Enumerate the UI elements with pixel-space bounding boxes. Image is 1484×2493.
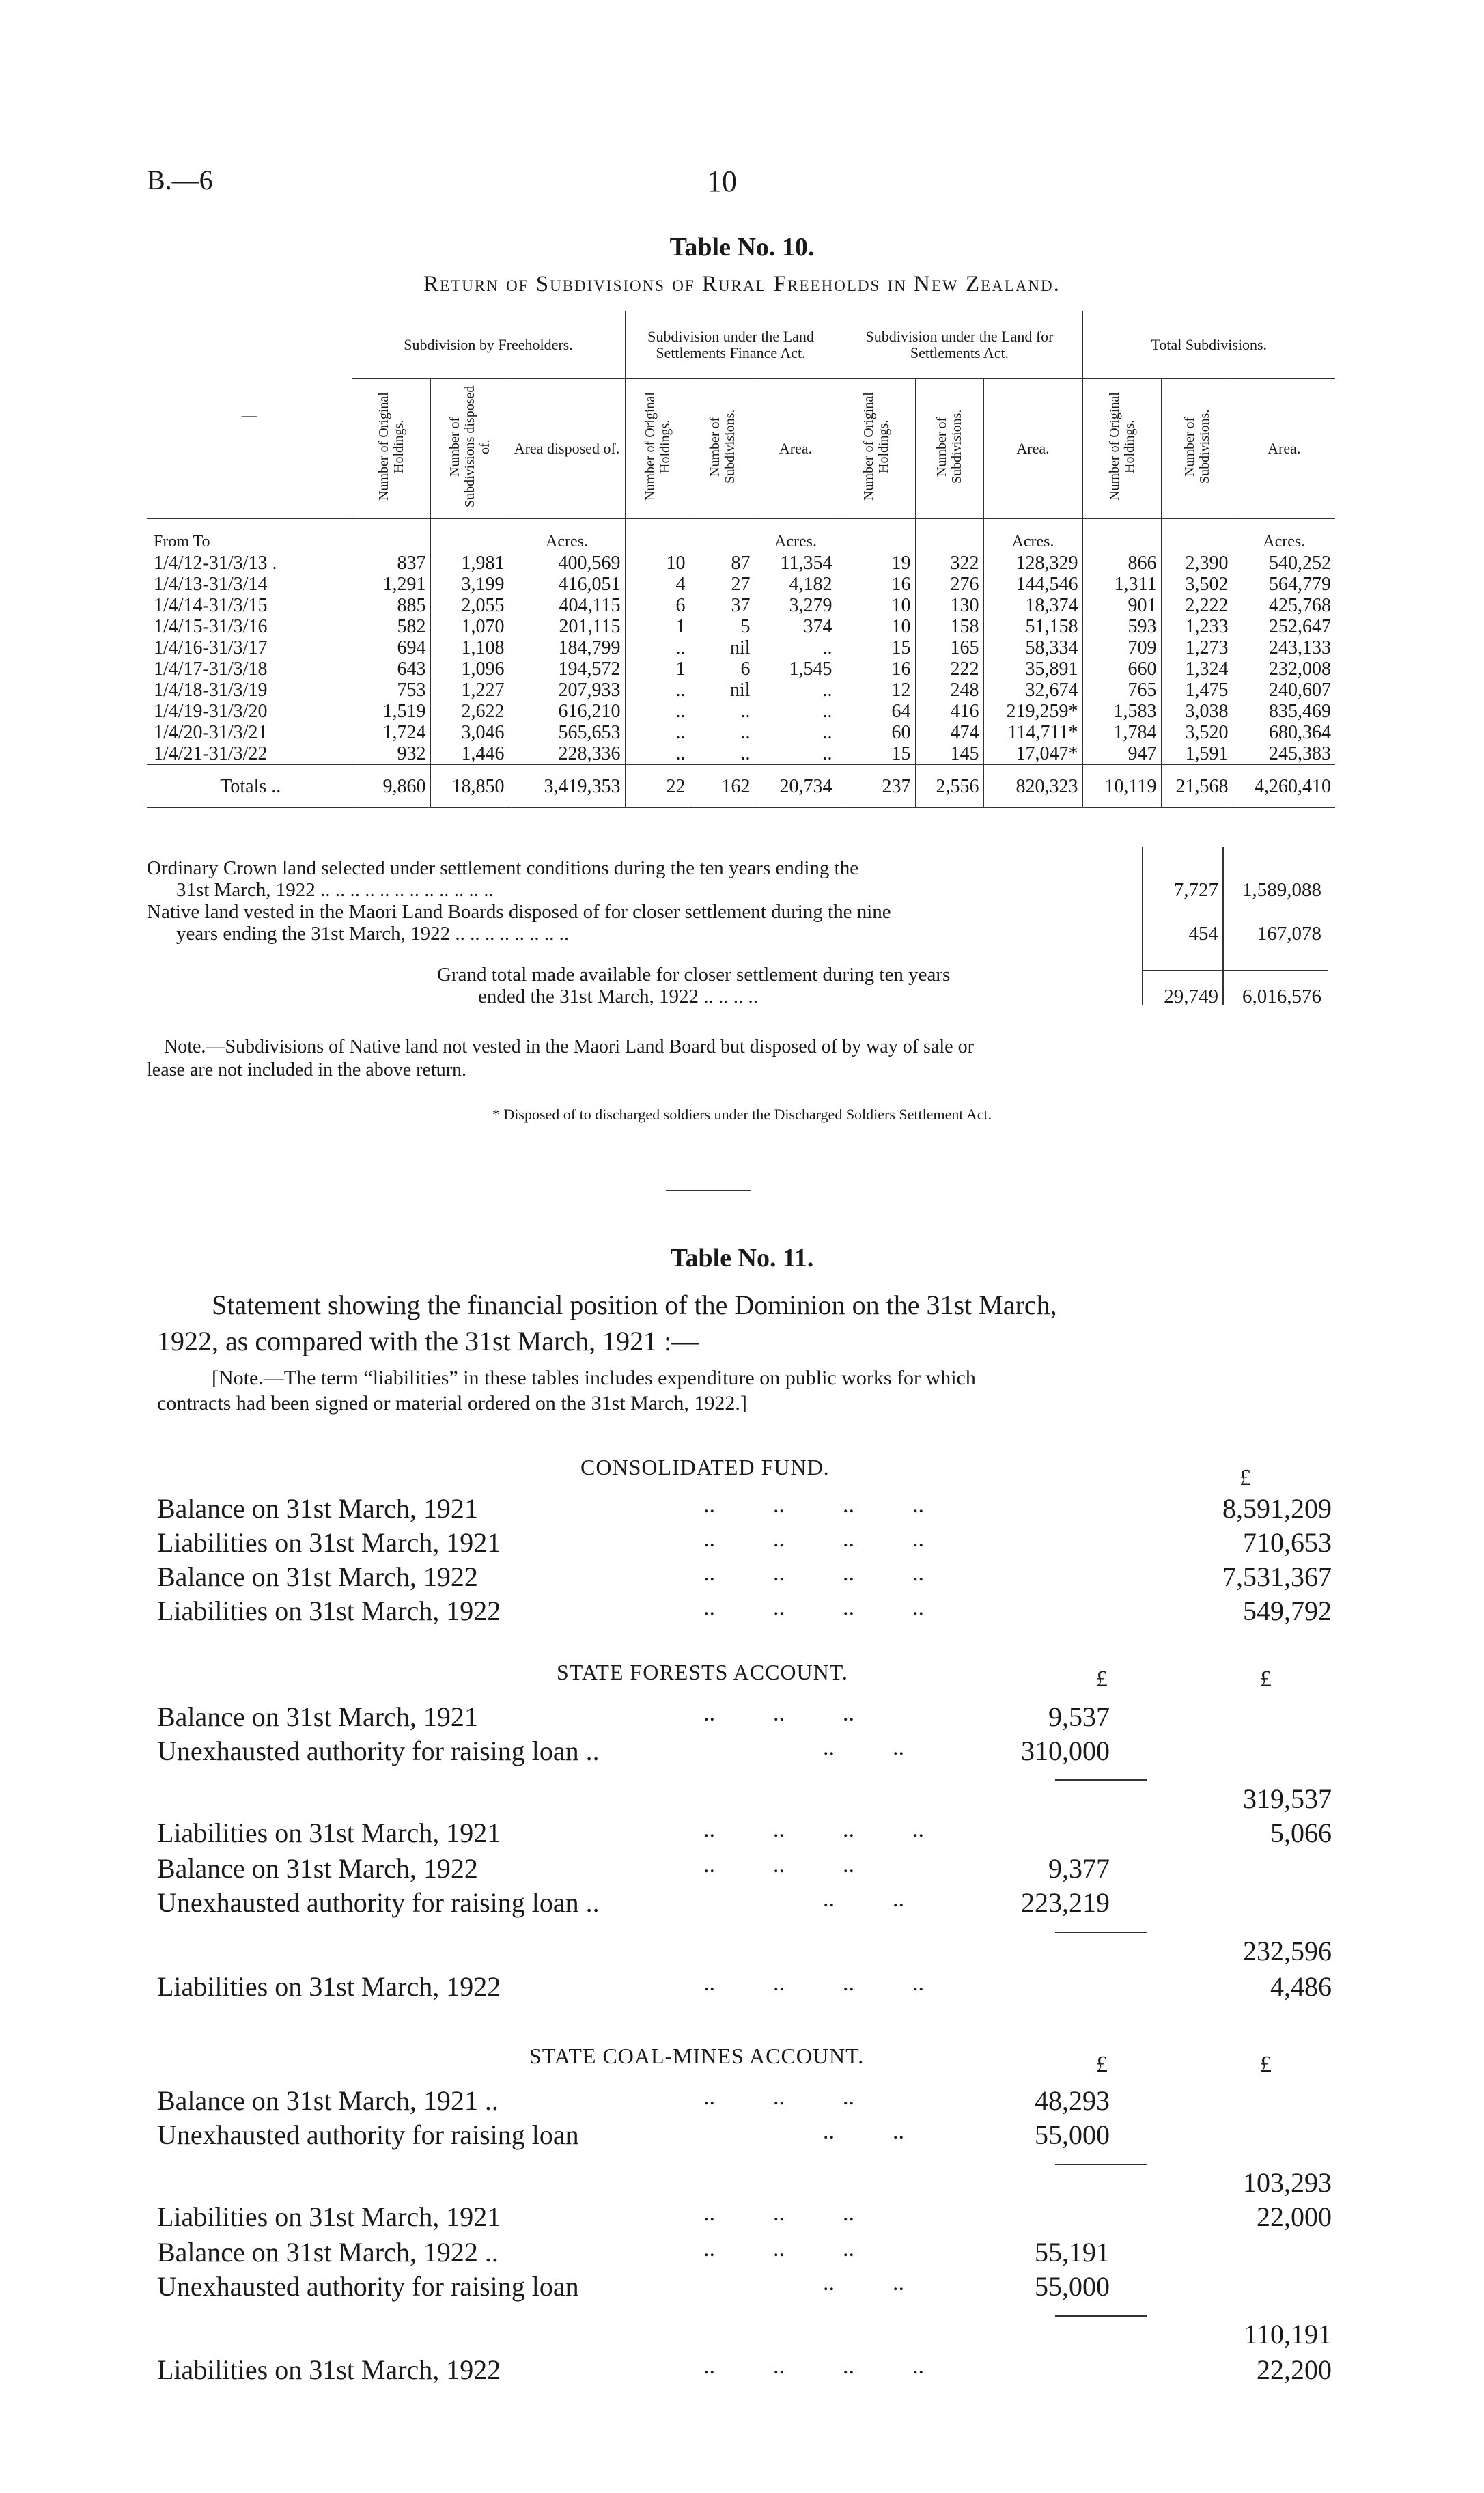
table-cell: 51,158 [983, 616, 1082, 637]
table-cell: 660 [1082, 658, 1161, 680]
table10-subtitle: Return of Subdivisions of Rural Freeholds in New Zealand. [423, 272, 1061, 296]
table-cell: 245,383 [1233, 743, 1335, 765]
forests-liabilities-1922: Liabilities on 31st March, 1922 .. .. .. .. 4,486 [157, 1970, 1332, 2002]
table-cell: .. [690, 743, 755, 765]
table-row [147, 722, 1335, 743]
table-cell: 19 [837, 553, 915, 574]
table-cell: 10 [837, 595, 915, 616]
table-cell: 4,182 [755, 574, 837, 595]
table-cell: 165 [915, 637, 983, 658]
table-cell: 1,324 [1161, 658, 1233, 680]
table-cell: 222 [915, 658, 983, 680]
table-cell: 1,227 [430, 680, 509, 701]
table-cell: 1 [625, 658, 690, 680]
table-cell: 1,583 [1082, 701, 1161, 722]
table-cell: 425,768 [1233, 595, 1335, 616]
column-header: Number of Subdivisions disposed of. [447, 385, 492, 508]
table-cell: .. [755, 743, 837, 765]
total-cell: 22 [625, 765, 690, 808]
table-cell: 4 [625, 574, 690, 595]
table-cell: 1,981 [430, 553, 509, 574]
period-cell: 1/4/21-31/3/22 [154, 743, 268, 764]
grand-total-line1: Grand total made available for closer settlement during ten years [437, 964, 951, 986]
state-forests-heading: STATE FORESTS ACCOUNT. [557, 1660, 848, 1684]
table-cell: .. [690, 722, 755, 743]
total-cell: 9,860 [352, 765, 430, 808]
column-header: Number of Original Holdings. [642, 392, 673, 501]
forests-liabilities-1921: Liabilities on 31st March, 1921 .. .. .. .. 5,066 [157, 1817, 1332, 1848]
table-cell: 37 [690, 595, 755, 616]
table-cell: .. [755, 680, 837, 701]
coal-balance-1922: Balance on 31st March, 1922 .. .. .. .. 55,191 [157, 2236, 1110, 2268]
corner-cell: — [147, 311, 352, 519]
column-header: Number of Original Holdings. [860, 392, 891, 501]
period-cell: 1/4/18-31/3/19 [154, 680, 268, 701]
coal-total-1921: 103,293 [1243, 2167, 1332, 2198]
table-cell: 1,519 [352, 701, 430, 722]
coal-loan-authority-1921: Unexhausted authority for raising loan .. .. 55,000 [157, 2119, 1110, 2150]
table-cell: 694 [352, 637, 430, 658]
table11-title: Table No. 11. [670, 1244, 814, 1272]
coal-liabilities-1922: Liabilities on 31st March, 1922 .. .. .. .. 22,200 [157, 2354, 1332, 2385]
consolidated-fund-row: Liabilities on 31st March, 1922 .. .. .. .. 549,792 [157, 1595, 1332, 1626]
table-cell: 3,038 [1161, 701, 1233, 722]
group-header: Subdivision under the Land Settlements Finance Act. [625, 311, 837, 379]
total-cell: 10,119 [1082, 765, 1161, 808]
table-cell: 158 [915, 616, 983, 637]
table-cell: 248 [915, 680, 983, 701]
column-header: Number of Subdivisions. [934, 409, 964, 484]
table-cell: 15 [837, 743, 915, 765]
table-cell: nil [690, 637, 755, 658]
column-header: Area. [1233, 379, 1335, 519]
table-cell: 64 [837, 701, 915, 722]
table-cell: 400,569 [509, 553, 625, 574]
table-cell: 416,051 [509, 574, 625, 595]
table-cell: 16 [837, 574, 915, 595]
table-cell: 219,259* [983, 701, 1082, 722]
table-cell: 564,779 [1233, 574, 1335, 595]
crown-land-line1: Ordinary Crown land selected under settlement conditions during the ten years ending the [147, 857, 859, 879]
forests-total-1922: 232,596 [1243, 1936, 1332, 1966]
table-cell: 35,891 [983, 658, 1082, 680]
period-cell: 1/4/19-31/3/20 [154, 701, 268, 722]
native-land-line1: Native land vested in the Maori Land Boards disposed of for closer settlement during the nine [147, 901, 891, 923]
table-cell: 87 [690, 553, 755, 574]
crown-land-line2: 31st March, 1922 .. .. .. .. .. .. .. .. .. .. .. .. [176, 879, 494, 901]
table-cell: 1,311 [1082, 574, 1161, 595]
forests-balance-1922: Balance on 31st March, 1922 .. .. .. 9,377 [157, 1852, 1110, 1884]
group-header: Subdivision by Freeholders. [352, 311, 625, 379]
coal-loan-authority-1922: Unexhausted authority for raising loan .. .. 55,000 [157, 2270, 1110, 2302]
column-header: Number of Subdivisions. [707, 409, 738, 484]
crown-land-subdivisions: 7,727 [1173, 879, 1218, 901]
table-cell: 276 [915, 574, 983, 595]
pound-sign: £ [1260, 1667, 1272, 1692]
table-cell: .. [625, 701, 690, 722]
table-cell: 27 [690, 574, 755, 595]
table10-title: Table No. 10. [669, 233, 815, 262]
table-cell: 1,096 [430, 658, 509, 680]
table-cell: 616,210 [509, 701, 625, 722]
table-cell: 540,252 [1233, 553, 1335, 574]
table-row [147, 701, 1335, 722]
table-cell: 765 [1082, 680, 1161, 701]
unit-label: Acres. [1233, 519, 1335, 553]
table-row [147, 595, 1335, 616]
table-cell: .. [625, 680, 690, 701]
table-cell: .. [755, 722, 837, 743]
column-header: Area. [755, 379, 837, 519]
table-cell: 228,336 [509, 743, 625, 765]
subdivisions-table [147, 311, 1335, 808]
table-cell: 3,046 [430, 722, 509, 743]
table-cell: .. [625, 722, 690, 743]
table-row [147, 680, 1335, 701]
total-cell: 820,323 [983, 765, 1082, 808]
table-cell: 885 [352, 595, 430, 616]
table-cell: 10 [837, 616, 915, 637]
table-cell: 565,653 [509, 722, 625, 743]
grand-total-line2: ended the 31st March, 1922 .. .. .. .. [478, 986, 758, 1007]
table-cell: 709 [1082, 637, 1161, 658]
table10-footnote: * Disposed of to discharged soldiers under the Discharged Soldiers Settlement Act. [492, 1106, 992, 1123]
total-cell: 3,419,353 [509, 765, 625, 808]
table-cell: 12 [837, 680, 915, 701]
table-cell: 837 [352, 553, 430, 574]
table-cell: 60 [837, 722, 915, 743]
table-cell: 322 [915, 553, 983, 574]
table-cell: 1,784 [1082, 722, 1161, 743]
table-cell: 3,520 [1161, 722, 1233, 743]
table-cell: 1,233 [1161, 616, 1233, 637]
table-cell: 252,647 [1233, 616, 1335, 637]
table-cell: 932 [352, 743, 430, 765]
table-cell: 1,475 [1161, 680, 1233, 701]
page-number: 10 [707, 165, 737, 198]
table-cell: .. [755, 637, 837, 658]
table-cell: 58,334 [983, 637, 1082, 658]
table-cell: 11,354 [755, 553, 837, 574]
table-cell: 1,724 [352, 722, 430, 743]
consolidated-fund-row: Balance on 31st March, 1921 .. .. .. .. 8,591,209 [157, 1492, 1332, 1524]
document-reference: B.—6 [147, 165, 213, 195]
period-cell: 1/4/13-31/3/14 [154, 574, 268, 595]
table-cell: .. [755, 701, 837, 722]
table-cell: 416 [915, 701, 983, 722]
table-cell: 1,291 [352, 574, 430, 595]
table-cell: 1,545 [755, 658, 837, 680]
table-row [147, 616, 1335, 637]
table-cell: 6 [625, 595, 690, 616]
table-cell: 1,446 [430, 743, 509, 765]
table-cell: 680,364 [1233, 722, 1335, 743]
table-row [147, 574, 1335, 595]
table-cell: 901 [1082, 595, 1161, 616]
table-cell: 1,108 [430, 637, 509, 658]
unit-label: Acres. [509, 519, 625, 553]
total-cell: 237 [837, 765, 915, 808]
grand-total-subdivisions: 29,749 [1164, 986, 1218, 1007]
table-cell: 6 [690, 658, 755, 680]
table-cell: 866 [1082, 553, 1161, 574]
table-cell: 145 [915, 743, 983, 765]
table-cell: 3,502 [1161, 574, 1233, 595]
native-land-subdivisions: 454 [1188, 923, 1218, 945]
section-divider [666, 1190, 751, 1191]
crown-land-area: 1,589,088 [1242, 879, 1321, 901]
table-cell: 1,591 [1161, 743, 1233, 765]
table-cell: 5 [690, 616, 755, 637]
unit-label: Acres. [983, 519, 1082, 553]
table-cell: 17,047* [983, 743, 1082, 765]
total-cell: 162 [690, 765, 755, 808]
table-cell: 184,799 [509, 637, 625, 658]
column-header: Area disposed of. [509, 379, 625, 519]
pound-sign: £ [1240, 1465, 1251, 1490]
table-cell: .. [625, 637, 690, 658]
table-cell: 16 [837, 658, 915, 680]
forests-total-1921: 319,537 [1243, 1783, 1332, 1814]
table-cell: 207,933 [509, 680, 625, 701]
pound-sign: £ [1096, 1667, 1108, 1692]
table11-intro-line2: 1922, as compared with the 31st March, 1921 :— [157, 1326, 699, 1356]
table-cell: 32,674 [983, 680, 1082, 701]
table-cell: 10 [625, 553, 690, 574]
period-cell: 1/4/14-31/3/15 [154, 595, 268, 616]
table-cell: 144,546 [983, 574, 1082, 595]
group-header: Subdivision under the Land for Settlements Act. [837, 311, 1082, 379]
table-cell: 18,374 [983, 595, 1082, 616]
grand-total-area: 6,016,576 [1242, 986, 1321, 1007]
table-cell: 593 [1082, 616, 1161, 637]
table11-note-line2: contracts had been signed or material ordered on the 31st March, 1922.] [157, 1392, 747, 1415]
coal-total-1922: 110,191 [1244, 2319, 1332, 2350]
table-cell: 1,273 [1161, 637, 1233, 658]
table-cell: 2,390 [1161, 553, 1233, 574]
forests-loan-authority-1922: Unexhausted authority for raising loan .. .. .. 223,219 [157, 1886, 1110, 1918]
table-cell: 201,115 [509, 616, 625, 637]
total-cell: 20,734 [755, 765, 837, 808]
table-cell: 582 [352, 616, 430, 637]
table-cell: 130 [915, 595, 983, 616]
forests-balance-1921: Balance on 31st March, 1921 .. .. .. 9,537 [157, 1701, 1110, 1732]
table-cell: 2,222 [1161, 595, 1233, 616]
table-cell: 194,572 [509, 658, 625, 680]
total-cell: 21,568 [1161, 765, 1233, 808]
table-cell: 2,055 [430, 595, 509, 616]
column-header: Number of Original Holdings. [376, 392, 406, 501]
total-cell: 4,260,410 [1233, 765, 1335, 808]
group-header: Total Subdivisions. [1082, 311, 1335, 379]
table-cell: .. [625, 743, 690, 765]
native-land-line2: years ending the 31st March, 1922 .. .. .. .. .. .. .. .. [176, 923, 570, 945]
coal-balance-1921: Balance on 31st March, 1921 .. .. .. .. 48,293 [157, 2085, 1110, 2116]
table-row [147, 553, 1335, 574]
totals-label: Totals .. [147, 765, 352, 808]
forests-loan-authority-1921: Unexhausted authority for raising loan .. .. .. 310,000 [157, 1735, 1110, 1766]
total-cell: 18,850 [430, 765, 509, 808]
native-land-area: 167,078 [1257, 923, 1321, 945]
table-cell: .. [690, 701, 755, 722]
table-cell: nil [690, 680, 755, 701]
table-row [147, 658, 1335, 680]
table-cell: 243,133 [1233, 637, 1335, 658]
total-cell: 2,556 [915, 765, 983, 808]
table10-note-line1: Note.—Subdivisions of Native land not vested in the Maori Land Board but disposed of by way of sale or [164, 1036, 974, 1057]
table-cell: 374 [755, 616, 837, 637]
pound-sign: £ [1260, 2052, 1272, 2077]
table-cell: 404,115 [509, 595, 625, 616]
table-cell: 947 [1082, 743, 1161, 765]
totals-row [147, 765, 1335, 808]
period-cell: 1/4/16-31/3/17 [154, 637, 268, 658]
period-cell: 1/4/15-31/3/16 [154, 616, 268, 637]
consolidated-fund-row: Liabilities on 31st March, 1921 .. .. .. .. 710,653 [157, 1527, 1332, 1558]
table-cell: 753 [352, 680, 430, 701]
table-cell: 643 [352, 658, 430, 680]
unit-label: Acres. [755, 519, 837, 553]
period-cell: 1/4/17-31/3/18 [154, 658, 268, 680]
period-cell: 1/4/12-31/3/13 . [154, 553, 277, 574]
table-row [147, 743, 1335, 765]
table-cell: 240,607 [1233, 680, 1335, 701]
pound-sign: £ [1096, 2052, 1108, 2077]
column-header: Number of Original Holdings. [1106, 392, 1137, 501]
table-cell: 835,469 [1233, 701, 1335, 722]
period-label: From To [154, 533, 210, 551]
period-cell: 1/4/20-31/3/21 [154, 722, 268, 743]
table-cell: 114,711* [983, 722, 1082, 743]
table-cell: 1,070 [430, 616, 509, 637]
coal-liabilities-1921: Liabilities on 31st March, 1921 .. .. .. 22,000 [157, 2201, 1332, 2232]
table11-intro-line1: Statement showing the financial position of the Dominion on the 31st March, [212, 1290, 1057, 1320]
table10-note-line2: lease are not included in the above return. [147, 1059, 467, 1081]
table-cell: 232,008 [1233, 658, 1335, 680]
state-coal-mines-heading: STATE COAL-MINES ACCOUNT. [529, 2044, 865, 2068]
table-cell: 2,622 [430, 701, 509, 722]
table-cell: 128,329 [983, 553, 1082, 574]
column-header: Number of Subdivisions. [1181, 409, 1212, 484]
table-row [147, 637, 1335, 658]
table-cell: 474 [915, 722, 983, 743]
table-cell: 1 [625, 616, 690, 637]
table11-note-line1: [Note.—The term “liabilities” in these tables includes expenditure on public works for which [212, 1367, 976, 1389]
consolidated-fund-row: Balance on 31st March, 1922 .. .. .. .. 7,531,367 [157, 1561, 1332, 1592]
consolidated-fund-heading: CONSOLIDATED FUND. [580, 1455, 830, 1479]
table-cell: 3,199 [430, 574, 509, 595]
table-cell: 15 [837, 637, 915, 658]
table-cell: 3,279 [755, 595, 837, 616]
column-header: Area. [983, 379, 1082, 519]
